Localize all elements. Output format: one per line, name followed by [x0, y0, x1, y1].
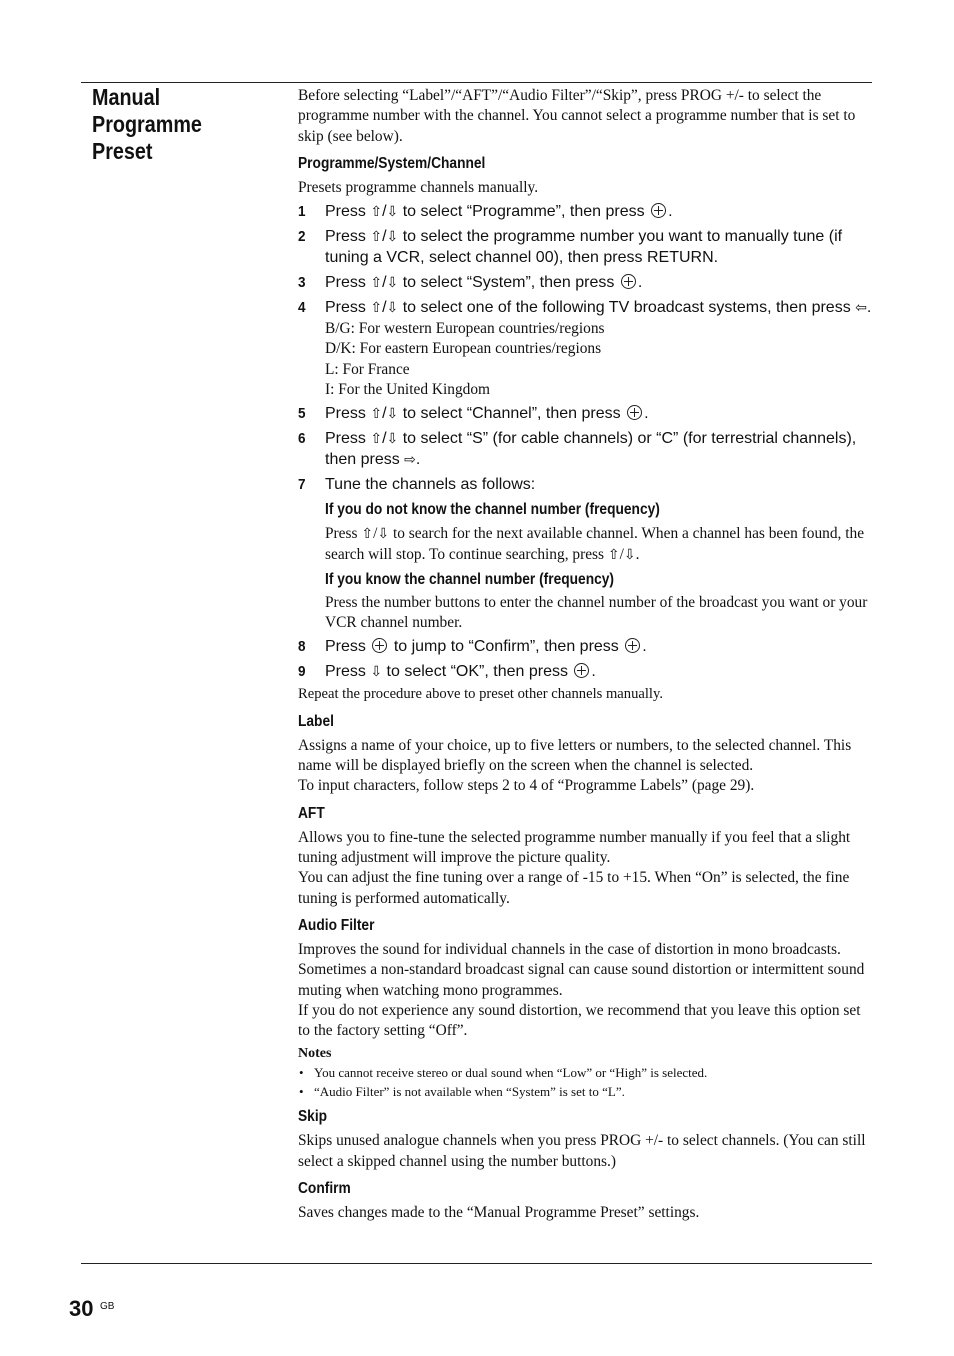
sub-text: to search for the next available channel. When a channel has been found, the search will stop. To continue searching, press: [325, 525, 865, 563]
label-heading: Label: [298, 712, 334, 730]
up-arrow-icon: ⇧: [361, 526, 374, 543]
page-number: 30: [69, 1296, 94, 1321]
then-press-word: then press: [569, 203, 645, 221]
up-arrow-icon: ⇧: [370, 229, 383, 246]
system-item: I: For the United Kingdom: [325, 381, 491, 399]
ok-button-icon: [574, 663, 589, 678]
down-arrow-icon: ⇩: [386, 275, 399, 292]
up-arrow-icon: ⇧: [370, 431, 383, 448]
step-number: 5: [298, 405, 306, 423]
aft-text-2: You can adjust the fine tuning over a range of -15 to +15. When “On” is selected, the fine tuning is performed automatically.: [298, 869, 850, 907]
step-7: [298, 474, 872, 495]
step-5: 5 Press ⇧/⇩ to select “Channel”, then press .: [298, 405, 649, 423]
press-word: Press: [325, 662, 366, 680]
step-number: 9: [298, 662, 306, 680]
step-8: 8 Press to jump to “Confirm”, then press .: [298, 637, 647, 655]
then-press-word: then press: [539, 274, 615, 292]
step-text: to select the programme number you want to manually tune (if tuning a VCR, select channel 00), then press RETURN.: [325, 228, 843, 267]
step-text: to select “S” (for cable channels) or “C” (for terrestrial channels), then press: [325, 430, 857, 469]
step-text: to select “Programme”,: [402, 203, 566, 221]
page-region-suffix: GB: [100, 1301, 115, 1312]
bottom-rule: [81, 1263, 872, 1264]
note-item: • You cannot receive stereo or dual sound when “Low” or “High” is selected.: [298, 1063, 872, 1082]
ok-button-icon: [372, 638, 387, 653]
step-text: to select “System”,: [402, 274, 536, 292]
intro-text: Before selecting “Label”/“AFT”/“Audio Filter”/“Skip”, press PROG +/- to select the programme number with the channel. You cannot select a programme number that is set to skip (see below).: [298, 87, 856, 145]
up-arrow-icon: ⇧: [370, 300, 383, 317]
step-2: 2 Press ⇧/⇩ to select the programme number you want to manually tune (if tuning a VCR, select channel 00), then press RETURN.: [298, 228, 843, 267]
down-arrow-icon: ⇩: [386, 204, 399, 221]
section-title: Manual Programme Preset: [92, 84, 202, 164]
audio-filter-text-1: Improves the sound for individual channels in the case of distortion in mono broadcasts. Sometimes a non-standard broadcast signal can cause sound distortion or intermittent sound muting when watching mono programmes.: [298, 940, 865, 999]
step-3: 3 Press ⇧/⇩ to select “System”, then press .: [298, 274, 643, 292]
confirm-text: Saves changes made to the “Manual Programme Preset” settings.: [298, 1204, 700, 1222]
step-text-2: press: [811, 299, 851, 317]
top-rule: [81, 82, 872, 83]
press-word: Press: [325, 274, 366, 292]
system-item: L: For France: [325, 360, 410, 378]
ok-button-icon: [651, 203, 666, 218]
press-word: Press: [325, 525, 358, 543]
step-1: 1 Press ⇧/⇩ to select “Programme”, then press .: [298, 203, 673, 221]
content-column: [298, 86, 872, 1223]
step-text: to jump to “Confirm”,: [393, 637, 540, 655]
notes-heading: Notes: [298, 1046, 332, 1062]
step-number: 4: [298, 299, 306, 317]
then-press-word: then press: [545, 405, 621, 423]
psc-heading: Programme/System/Channel: [298, 154, 486, 172]
label-text-1: Assigns a name of your choice, up to five letters or numbers, to the selected channel. This name will be displayed briefly on the screen when the channel is selected.: [298, 736, 852, 775]
step-number: 6: [298, 430, 306, 448]
step-4: 4 Press ⇧/⇩ to select one of the following TV broadcast systems, then press ⇦.: [298, 299, 872, 317]
up-arrow-icon: ⇧: [370, 406, 383, 423]
step-number: 1: [298, 203, 306, 221]
step-6: 6 Press ⇧/⇩ to select “S” (for cable channels) or “C” (for terrestrial channels), then press ⇨.: [298, 430, 857, 469]
press-word: Press: [325, 203, 366, 221]
then-press-word: then press: [493, 662, 568, 680]
ok-button-icon: [627, 405, 642, 420]
down-arrow-icon: ⇩: [386, 431, 399, 448]
step-number: 3: [298, 274, 306, 292]
then-press-word: then press: [544, 637, 619, 655]
sub-heading-known: If you know the channel number (frequency): [325, 570, 615, 588]
down-arrow-icon: ⇩: [370, 663, 383, 680]
step-number: 8: [298, 637, 306, 655]
ok-button-icon: [621, 274, 636, 289]
confirm-heading: Confirm: [298, 1180, 351, 1198]
label-text-2: To input characters, follow steps 2 to 4 of “Programme Labels” (page 29).: [298, 777, 755, 795]
step-text: Tune the channels as follows:: [325, 476, 536, 494]
ok-button-icon: [625, 638, 640, 653]
aft-heading: AFT: [298, 804, 325, 822]
sub-text-known: Press the number buttons to enter the channel number of the broadcast you want or your VCR channel number.: [325, 593, 868, 632]
skip-heading: Skip: [298, 1108, 328, 1126]
down-arrow-icon: ⇩: [386, 406, 399, 423]
tune-options: [298, 500, 872, 633]
press-word: Press: [325, 430, 366, 448]
up-arrow-icon: ⇧: [607, 546, 620, 563]
down-arrow-icon: ⇩: [377, 526, 390, 543]
step-text: to select one of the following TV broadcast systems, then: [402, 299, 808, 317]
down-arrow-icon: ⇩: [386, 300, 399, 317]
step-text: to select “OK”,: [386, 662, 489, 680]
up-arrow-icon: ⇧: [370, 204, 383, 221]
step-number: 7: [298, 476, 306, 494]
right-arrow-icon: ⇨: [404, 452, 416, 469]
audio-filter-heading: Audio Filter: [298, 916, 375, 934]
system-item: D/K: For eastern European countries/regions: [325, 340, 602, 358]
press-word: Press: [325, 299, 366, 317]
sub-text-unknown: Press ⇧/⇩ to search for the next available channel. When a channel has been found, the search will stop. To continue searching, press ⇧/⇩.: [325, 525, 865, 563]
audio-filter-text-2: If you do not experience any sound distortion, we recommend that you leave this option set to the factory setting “Off”.: [298, 1001, 861, 1040]
system-list: [298, 319, 872, 400]
step-text: to select “Channel”,: [402, 405, 542, 423]
down-arrow-icon: ⇩: [386, 229, 399, 246]
skip-text: Skips unused analogue channels when you press PROG +/- to select channels. (You can still select a skipped channel using the number buttons.): [298, 1132, 866, 1170]
repeat-text: Repeat the procedure above to preset other channels manually.: [298, 685, 663, 702]
step-number: 2: [298, 228, 306, 246]
psc-intro: Presets programme channels manually.: [298, 178, 539, 196]
press-word: Press: [325, 637, 366, 655]
left-arrow-icon: ⇦: [855, 300, 867, 317]
down-arrow-icon: ⇩: [623, 546, 636, 563]
note-item: • “Audio Filter” is not available when “System” is set to “L”.: [298, 1082, 872, 1101]
aft-text-1: Allows you to fine-tune the selected programme number manually if you feel that a slight tuning adjustment will improve the picture quality.: [298, 828, 851, 867]
sub-heading-unknown: If you do not know the channel number (frequency): [325, 501, 660, 519]
system-item: B/G: For western European countries/regions: [325, 320, 605, 338]
up-arrow-icon: ⇧: [370, 275, 383, 292]
press-word: Press: [325, 405, 366, 423]
step-9: 9 Press ⇩ to select “OK”, then press .: [298, 662, 596, 680]
press-word: Press: [325, 228, 366, 246]
